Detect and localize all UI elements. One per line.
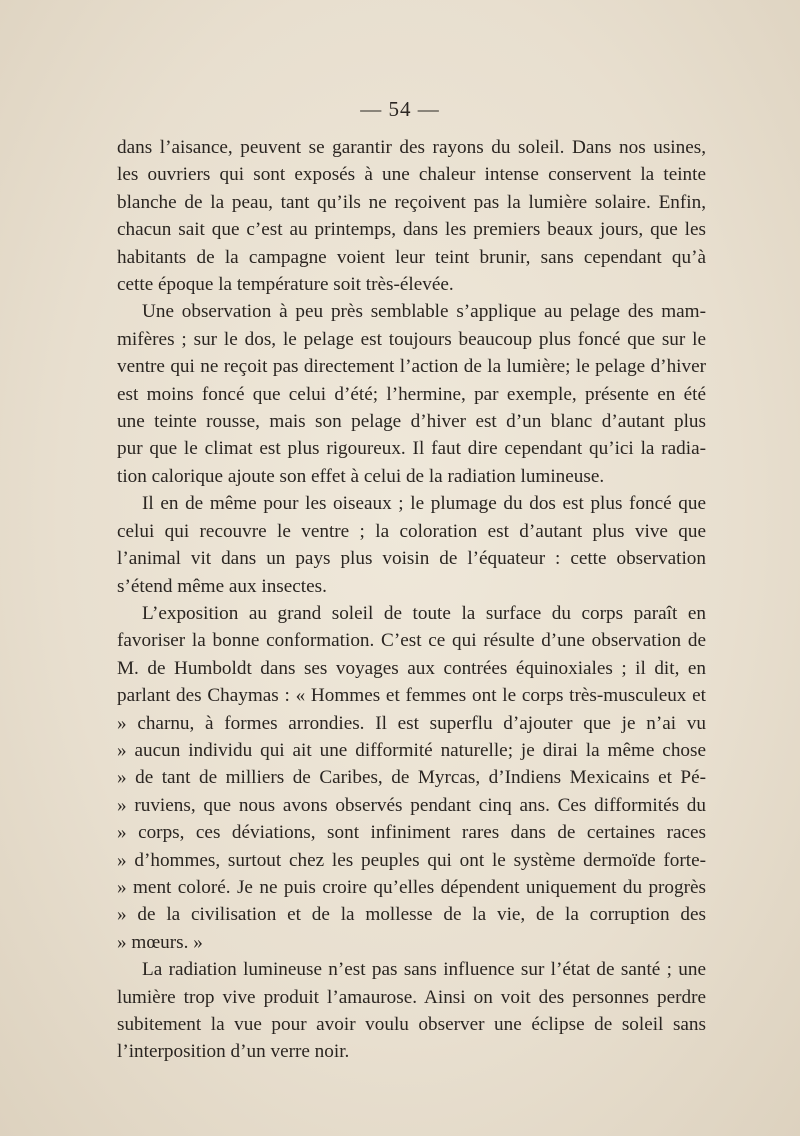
text-line: est moins foncé que celui d’été; l’hermine, par exemple, présente en été — [117, 383, 706, 405]
text-line: » mœurs. » — [117, 931, 203, 953]
text-line: L’exposition au grand soleil de toute la surface du corps paraît en — [142, 602, 706, 624]
text-line: blanche de la peau, tant qu’ils ne reçoivent pas la lumière solaire. Enfin, — [117, 191, 706, 213]
text-line: celui qui recouvre le ventre ; la coloration est d’autant plus vive que — [117, 520, 706, 542]
text-line: parlant des Chaymas : « Hommes et femmes ont le corps très-musculeux et — [117, 685, 706, 707]
text-line: l’animal vit dans un pays plus voisin de l’équateur : cette observation — [117, 548, 706, 570]
text-line: » corps, ces déviations, sont infiniment rares dans de certaines races — [117, 822, 706, 844]
text-line: les ouvriers qui sont exposés à une chaleur intense conservent la teinte — [117, 164, 706, 186]
text-line: ventre qui ne reçoit pas directement l’action de la lumière; le pelage d’hiver — [117, 356, 706, 378]
text-line: favoriser la bonne conformation. C’est ce qui résulte d’une observation de — [117, 630, 706, 652]
text-line: Il en de même pour les oiseaux ; le plumage du dos est plus foncé que — [142, 493, 706, 515]
text-line: La radiation lumineuse n’est pas sans influence sur l’état de santé ; une — [142, 959, 706, 981]
text-line: dans l’aisance, peuvent se garantir des rayons du soleil. Dans nos usines, — [117, 137, 706, 158]
text-line: » aucun individu qui ait une difformité naturelle; je dirai la même chose — [117, 739, 706, 761]
text-line: l’interposition d’un verre noir. — [117, 1041, 350, 1063]
text-line: » de la civilisation et de la mollesse de la vie, de la corruption des — [117, 904, 706, 926]
text-line: mifères ; sur le dos, le pelage est toujours beaucoup plus foncé que sur le — [117, 328, 706, 350]
paragraph — [117, 600, 706, 956]
paragraph — [117, 490, 706, 600]
text-line: habitants de la campagne voient leur teint brunir, sans cependant qu’à — [117, 246, 706, 268]
paragraph — [117, 956, 706, 1066]
text-line: tion calorique ajoute son effet à celui de la radiation lumineuse. — [117, 465, 605, 487]
text-line: chacun sait que c’est au printemps, dans les premiers beaux jours, que les — [117, 219, 706, 241]
text-line: Une observation à peu près semblable s’applique au pelage des mam- — [142, 301, 706, 323]
text-line: cette époque la température soit très-élevée. — [117, 274, 454, 296]
text-line: » de tant de milliers de Caribes, de Myrcas, d’Indiens Mexicains et Pé- — [117, 767, 706, 789]
text-line: » d’hommes, surtout chez les peuples qui ont le système dermoïde forte- — [117, 849, 706, 871]
text-line: » ruviens, que nous avons observés pendant cinq ans. Ces difformités du — [117, 794, 706, 816]
text-line: » charnu, à formes arrondies. Il est superflu d’ajouter que je n’ai vu — [117, 712, 706, 734]
text-line: pur que le climat est plus rigoureux. Il faut dire cependant qu’ici la radia- — [117, 438, 706, 460]
text-line: subitement la vue pour avoir voulu observer une éclipse de soleil sans — [117, 1014, 706, 1035]
paragraph — [117, 134, 706, 298]
body-text — [117, 134, 706, 1066]
paragraph — [117, 298, 706, 490]
text-line: M. de Humboldt dans ses voyages aux contrées équinoxiales ; il dit, en — [117, 657, 706, 679]
text-line: » ment coloré. Je ne puis croire qu’elles dépendent uniquement du progrès — [117, 876, 706, 898]
page-number: — 54 — — [360, 97, 440, 121]
text-line: s’étend même aux insectes. — [117, 575, 327, 597]
text-line: une teinte rousse, mais son pelage d’hiver est d’un blanc d’autant plus — [117, 411, 706, 433]
text-line: lumière trop vive produit l’amaurose. Ainsi on voit des personnes perdre — [117, 986, 706, 1008]
